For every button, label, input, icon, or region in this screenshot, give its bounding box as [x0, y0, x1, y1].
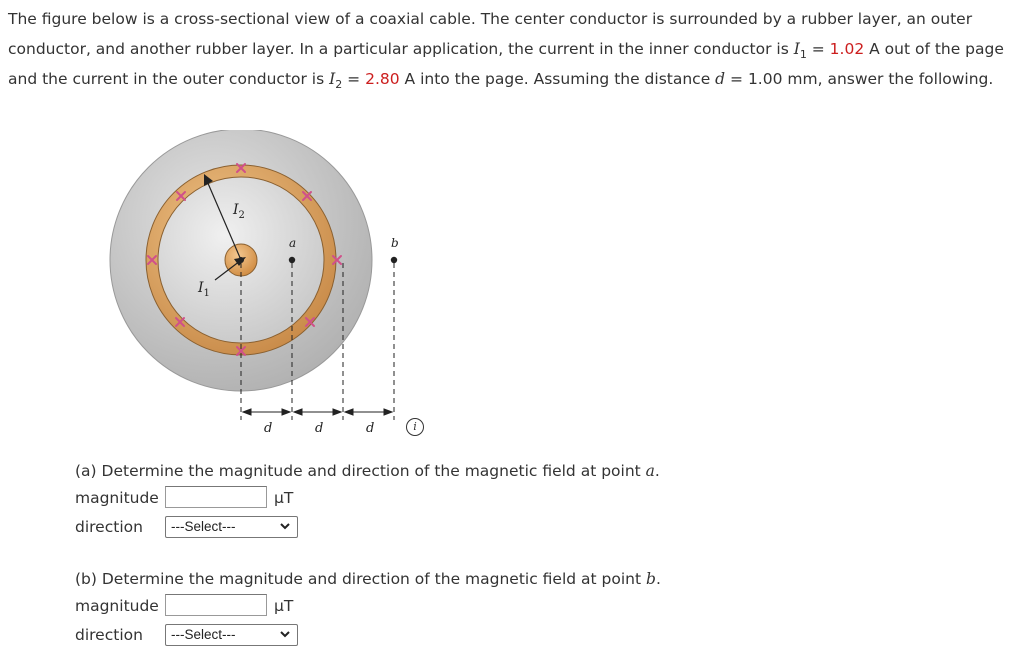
part-a-direction-label: direction — [75, 518, 143, 536]
part-a-question: (a) Determine the magnitude and direction of the magnetic field at point a. — [75, 462, 660, 480]
i2-value: 2.80 — [365, 70, 400, 88]
point-a — [289, 257, 295, 263]
part-a-magnitude-input[interactable] — [165, 486, 267, 508]
chevron-down-icon — [279, 628, 291, 640]
part-b-unit: µT — [274, 597, 294, 615]
part-a-direction-select[interactable] — [165, 516, 298, 538]
point-a-label: a — [289, 236, 297, 250]
part-a-unit: µT — [274, 489, 294, 507]
part-a-direction-value: ---Select--- — [171, 519, 236, 534]
part-b-direction-select[interactable] — [165, 624, 298, 646]
center-point — [238, 257, 244, 263]
part-b — [75, 570, 775, 652]
part-b-direction-label: direction — [75, 626, 143, 644]
dimension-label-d-1: d — [264, 421, 273, 436]
point-b-label: b — [391, 236, 399, 250]
svg-text:I1: $I_1$ — [198, 280, 210, 299]
part-b-magnitude-input[interactable] — [165, 594, 267, 616]
dimension-arrows — [243, 409, 392, 415]
part-b-question: (b) Determine the magnitude and direction of the magnetic field at point b. — [75, 570, 661, 588]
dimension-label-d-3: d — [366, 421, 375, 436]
coaxial-cable-figure — [100, 130, 420, 440]
part-b-magnitude-label: magnitude — [75, 597, 159, 615]
i1-value: 1.02 — [829, 40, 865, 58]
dimension-label-d-2: d — [315, 421, 324, 436]
part-a — [75, 462, 775, 542]
point-b — [391, 257, 397, 263]
chevron-down-icon — [279, 520, 291, 532]
svg-text:I2: $I_2$ — [233, 202, 245, 221]
part-b-direction-value: ---Select--- — [171, 627, 236, 642]
part-a-magnitude-label: magnitude — [75, 489, 159, 507]
question-text: The figure below is a cross-sectional view of a coaxial cable. The center conductor is surrounded by a rubber layer, an outer conductor, and another rubber layer. In a particular application, the current in the inner conductor is $I_1 = 1.02$ A out of the page and the current in the outer conductor is $I_2 = 2.80$ A into the page. Assuming the distance d = 1.00 mm, answer the following. — [8, 10, 1004, 91]
info-icon[interactable]: i — [406, 418, 424, 436]
